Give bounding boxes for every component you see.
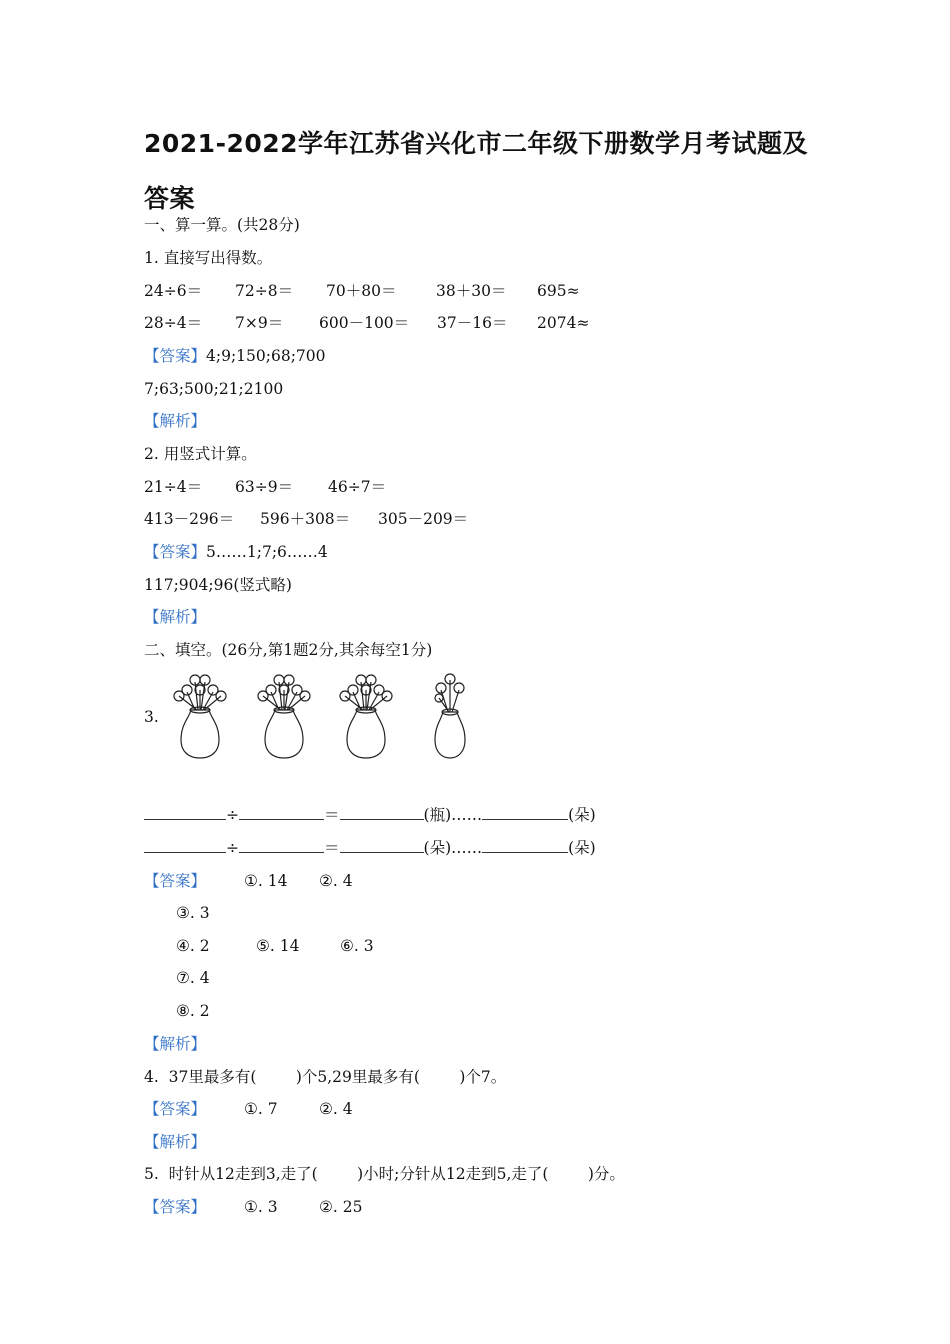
vase-with-flowers-icon [415, 668, 485, 764]
q2-item: 46÷7＝ [328, 478, 387, 496]
q3-fill-line2 [144, 837, 596, 859]
analysis-tag: 【解析】 [144, 608, 207, 626]
unit-text: (朵) [568, 806, 596, 824]
flower-vases-illustration [165, 668, 485, 768]
vase-with-flowers-icon [165, 668, 235, 764]
answer-tag: 【答案】 [144, 347, 207, 365]
q5-answer [144, 1196, 362, 1218]
document-title: 2021-2022学年江苏省兴化市二年级下册数学月考试题及答案 [144, 129, 809, 213]
answer-blank[interactable] [144, 838, 226, 853]
q3-fill-line1 [144, 804, 596, 826]
q1-row2 [144, 312, 589, 334]
analysis-tag: 【解析】 [144, 412, 207, 430]
answer-blank[interactable] [482, 805, 568, 820]
q1-item: 38＋30＝ [436, 282, 507, 300]
vase-with-flowers-icon [331, 668, 401, 764]
q1-item: 70＋80＝ [326, 282, 397, 300]
q2-item: 63÷9＝ [235, 478, 294, 496]
answer-item: ⑥. 3 [340, 937, 374, 955]
q2-row1 [144, 476, 386, 498]
q5-question: 5. 时针从12走到3,走了( )小时;分针从12走到5,走了( )分。 [144, 1165, 625, 1183]
unit-text: (朵) [568, 839, 596, 857]
answer-blank[interactable] [239, 805, 324, 820]
q2-row2 [144, 508, 468, 530]
q1-item: 28÷4＝ [144, 314, 203, 332]
divide-sign: ÷ [226, 839, 239, 857]
q1-item: 2074≈ [537, 314, 590, 332]
q2-item: 413－296＝ [144, 510, 235, 528]
q2-item: 21÷4＝ [144, 478, 203, 496]
q3-answer-row [176, 935, 374, 957]
q2-answer-line2: 117;904;96(竖式略) [144, 576, 292, 594]
answer-item: ①. 7 [244, 1100, 278, 1118]
answer-item: ④. 2 [176, 937, 210, 955]
q2-answer [144, 541, 328, 563]
q1-item: 600－100＝ [319, 314, 410, 332]
answer-blank[interactable] [340, 838, 424, 853]
answer-tag: 【答案】 [144, 1100, 207, 1118]
answer-item: ②. 25 [319, 1198, 363, 1216]
unit-text: (朵)…… [423, 839, 483, 857]
analysis-tag: 【解析】 [144, 1133, 207, 1151]
answer-item: ⑤. 14 [256, 937, 300, 955]
equals-sign: ＝ [324, 839, 340, 857]
q1-label: 1. 直接写出得数。 [144, 249, 273, 267]
unit-text: (瓶)…… [423, 806, 483, 824]
q4-answer [144, 1098, 353, 1120]
q2-item: 305－209＝ [378, 510, 469, 528]
answer-item: ②. 4 [319, 872, 353, 890]
answer-item: ②. 4 [319, 1100, 353, 1118]
answer-blank[interactable] [482, 838, 568, 853]
q1-answer-line2: 7;63;500;21;2100 [144, 380, 284, 398]
answer-tag: 【答案】 [144, 1198, 207, 1216]
q4-question: 4. 37里最多有( )个5,29里最多有( )个7。 [144, 1068, 507, 1086]
answer-item: ①. 3 [244, 1198, 278, 1216]
answer-blank[interactable] [239, 838, 324, 853]
answer-item: ⑧. 2 [176, 1002, 210, 1020]
answer-tag: 【答案】 [144, 872, 207, 890]
vase-with-flowers-icon [249, 668, 319, 764]
equals-sign: ＝ [324, 806, 340, 824]
divide-sign: ÷ [226, 806, 239, 824]
section-1-heading: 一、算一算。(共28分) [144, 216, 300, 234]
q1-item: 24÷6＝ [144, 282, 203, 300]
q2-item: 596＋308＝ [260, 510, 351, 528]
q1-item: 695≈ [537, 282, 580, 300]
q3-answer [144, 870, 353, 892]
q1-row1 [144, 280, 580, 302]
answer-blank[interactable] [340, 805, 424, 820]
answer-item: ③. 3 [176, 904, 210, 922]
section-2-heading: 二、填空。(26分,第1题2分,其余每空1分) [144, 641, 433, 659]
answer-text: 4;9;150;68;700 [206, 347, 326, 365]
answer-tag: 【答案】 [144, 543, 207, 561]
analysis-tag: 【解析】 [144, 1035, 207, 1053]
q1-item: 37－16＝ [437, 314, 508, 332]
q2-label: 2. 用竖式计算。 [144, 445, 257, 463]
answer-item: ⑦. 4 [176, 969, 210, 987]
q3-label: 3. [144, 708, 159, 726]
q1-item: 72÷8＝ [235, 282, 294, 300]
answer-item: ①. 14 [244, 872, 288, 890]
q1-item: 7×9＝ [235, 314, 284, 332]
answer-blank[interactable] [144, 805, 226, 820]
answer-text: 5……1;7;6……4 [206, 543, 328, 561]
q1-answer [144, 345, 326, 367]
